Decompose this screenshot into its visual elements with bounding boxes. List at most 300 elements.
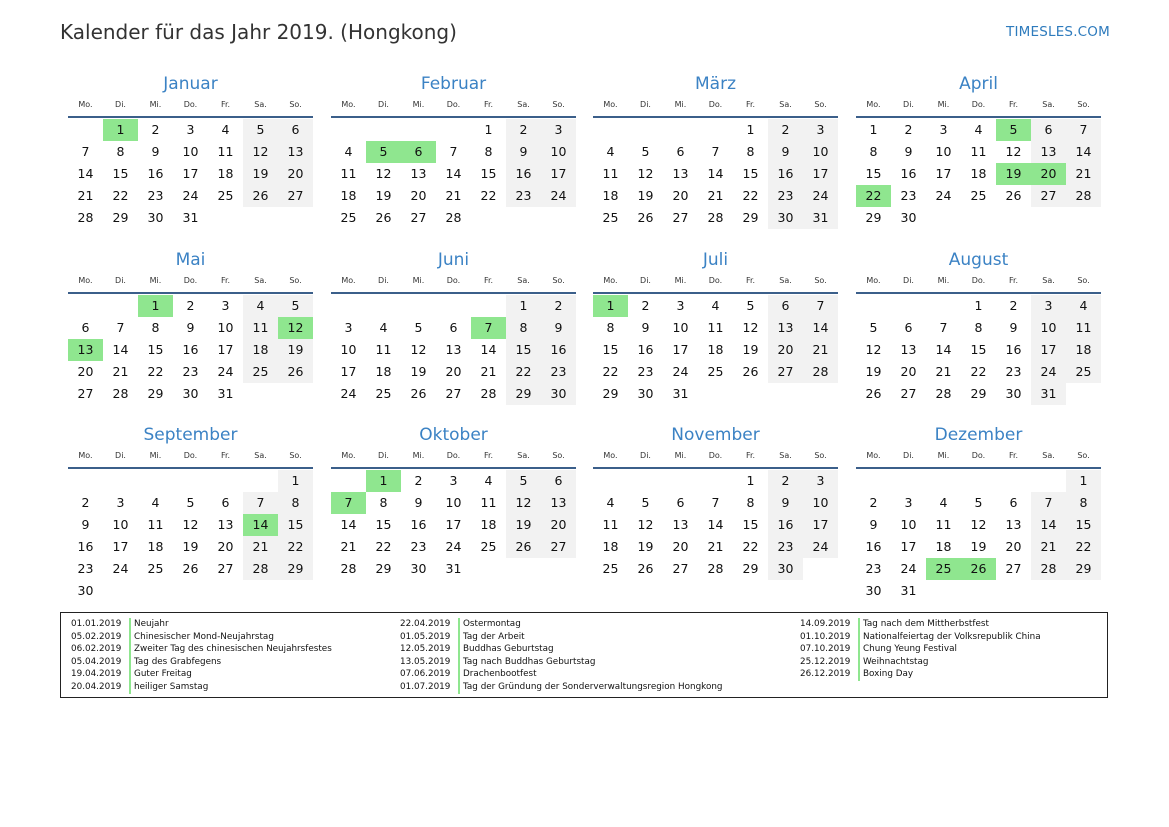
empty-day-cell bbox=[733, 383, 768, 405]
day-cell: 7 bbox=[471, 317, 506, 339]
weekday-label: Do. bbox=[971, 451, 986, 460]
empty-day-cell bbox=[1066, 207, 1101, 229]
day-cell: 10 bbox=[803, 141, 838, 163]
month-9 bbox=[68, 424, 313, 602]
day-cell: 2 bbox=[186, 298, 195, 313]
day-cell: 11 bbox=[970, 144, 987, 159]
day-cell: 19 bbox=[278, 339, 313, 361]
day-cell: 26 bbox=[375, 210, 392, 225]
month-1 bbox=[68, 73, 313, 229]
legend-item bbox=[800, 668, 1041, 681]
week-row bbox=[593, 141, 838, 163]
day-cell: 31 bbox=[803, 207, 838, 229]
month-divider bbox=[593, 116, 838, 118]
weekday-label: So. bbox=[1077, 100, 1090, 109]
legend-item bbox=[400, 656, 723, 669]
day-cell: 10 bbox=[803, 492, 838, 514]
day-cell: 19 bbox=[375, 188, 392, 203]
empty-day-cell bbox=[996, 470, 1031, 492]
day-cell: 5 bbox=[869, 320, 878, 335]
weekday-header bbox=[856, 448, 1101, 464]
day-cell: 29 bbox=[375, 561, 392, 576]
empty-day-cell bbox=[506, 207, 541, 229]
month-name: Dezember bbox=[934, 425, 1023, 445]
legend-date: 05.02.2019 bbox=[71, 631, 131, 644]
day-cell: 20 bbox=[900, 364, 917, 379]
day-cell: 29 bbox=[602, 386, 619, 401]
day-cell: 20 bbox=[672, 188, 689, 203]
day-cell: 1 bbox=[746, 473, 755, 488]
weekday-label: Sa. bbox=[779, 276, 792, 285]
day-cell: 17 bbox=[217, 342, 234, 357]
day-cell: 24 bbox=[541, 185, 576, 207]
day-cell: 19 bbox=[243, 163, 278, 185]
empty-day-cell bbox=[103, 470, 138, 492]
day-cell: 11 bbox=[217, 144, 234, 159]
day-cell: 22 bbox=[1066, 536, 1101, 558]
weekday-label: Di. bbox=[903, 451, 914, 460]
day-cell: 1 bbox=[138, 295, 173, 317]
day-cell: 25 bbox=[926, 558, 961, 580]
legend-item bbox=[400, 643, 723, 656]
day-cell: 22 bbox=[742, 188, 759, 203]
week-row bbox=[593, 514, 838, 536]
day-cell: 28 bbox=[1066, 185, 1101, 207]
day-cell: 1 bbox=[869, 122, 878, 137]
day-cell: 12 bbox=[637, 166, 654, 181]
weekday-label: Di. bbox=[640, 451, 651, 460]
day-cell: 30 bbox=[147, 210, 164, 225]
day-cell: 21 bbox=[112, 364, 129, 379]
day-cell: 26 bbox=[865, 386, 882, 401]
day-cell: 28 bbox=[1031, 558, 1066, 580]
weekday-label: So. bbox=[289, 451, 302, 460]
day-cell: 5 bbox=[186, 495, 195, 510]
legend-date: 05.04.2019 bbox=[71, 656, 131, 669]
weekday-label: Sa. bbox=[1042, 100, 1055, 109]
week-row bbox=[593, 383, 838, 405]
week-row bbox=[593, 185, 838, 207]
day-cell: 13 bbox=[410, 166, 427, 181]
month-6 bbox=[331, 249, 576, 405]
month-divider bbox=[856, 116, 1101, 118]
day-cell: 1 bbox=[1066, 470, 1101, 492]
day-cell: 16 bbox=[541, 339, 576, 361]
day-cell: 11 bbox=[1066, 317, 1101, 339]
day-cell: 22 bbox=[856, 185, 891, 207]
day-cell: 7 bbox=[803, 295, 838, 317]
day-cell: 26 bbox=[182, 561, 199, 576]
weekday-label: Mo. bbox=[603, 451, 618, 460]
weekday-label: Mo. bbox=[341, 100, 356, 109]
empty-day-cell bbox=[698, 383, 733, 405]
weekday-label: Do. bbox=[446, 276, 461, 285]
empty-day-cell bbox=[366, 119, 401, 141]
day-cell: 20 bbox=[768, 339, 803, 361]
day-cell: 7 bbox=[1031, 492, 1066, 514]
week-row bbox=[68, 163, 313, 185]
legend-date: 19.04.2019 bbox=[71, 668, 131, 681]
empty-day-cell bbox=[1031, 580, 1066, 602]
day-cell: 9 bbox=[641, 320, 650, 335]
day-cell: 10 bbox=[445, 495, 462, 510]
day-cell: 20 bbox=[278, 163, 313, 185]
weekday-header bbox=[331, 273, 576, 289]
day-cell: 3 bbox=[803, 119, 838, 141]
legend-item bbox=[71, 681, 332, 694]
weekday-label: Mi. bbox=[674, 276, 687, 285]
legend-column-3 bbox=[800, 618, 1041, 681]
legend-item bbox=[800, 631, 1041, 644]
day-cell: 7 bbox=[1066, 119, 1101, 141]
day-cell: 15 bbox=[480, 166, 497, 181]
day-cell: 14 bbox=[77, 166, 94, 181]
day-cell: 11 bbox=[602, 517, 619, 532]
empty-day-cell bbox=[506, 558, 541, 580]
weekday-label: Fr. bbox=[220, 451, 231, 460]
week-row bbox=[331, 558, 576, 580]
empty-day-cell bbox=[173, 580, 208, 602]
day-cell: 12 bbox=[375, 166, 392, 181]
empty-day-cell bbox=[208, 207, 243, 229]
weekday-header bbox=[68, 97, 313, 113]
month-divider bbox=[68, 116, 313, 118]
month-name: Oktober bbox=[419, 425, 488, 445]
day-cell: 16 bbox=[900, 166, 917, 181]
day-cell: 10 bbox=[340, 342, 357, 357]
weekday-label: Di. bbox=[378, 100, 389, 109]
week-row bbox=[331, 470, 576, 492]
empty-day-cell bbox=[856, 470, 891, 492]
day-cell: 19 bbox=[742, 342, 759, 357]
day-cell: 16 bbox=[147, 166, 164, 181]
empty-day-cell bbox=[1066, 580, 1101, 602]
day-cell: 5 bbox=[243, 119, 278, 141]
day-cell: 9 bbox=[151, 144, 160, 159]
legend-holiday-name: Nationalfeiertag der Volksrepublik China bbox=[863, 631, 1041, 642]
day-cell: 2 bbox=[904, 122, 913, 137]
legend-date: 01.01.2019 bbox=[71, 618, 131, 631]
day-cell: 6 bbox=[676, 495, 685, 510]
day-cell: 22 bbox=[147, 364, 164, 379]
empty-day-cell bbox=[996, 207, 1031, 229]
day-cell: 15 bbox=[742, 166, 759, 181]
day-cell: 20 bbox=[77, 364, 94, 379]
day-cell: 15 bbox=[375, 517, 392, 532]
week-row bbox=[68, 339, 313, 361]
day-cell: 7 bbox=[711, 144, 720, 159]
day-cell: 2 bbox=[1009, 298, 1018, 313]
weekday-label: Di. bbox=[640, 276, 651, 285]
weekday-label: Do. bbox=[708, 451, 723, 460]
week-row bbox=[331, 207, 576, 229]
week-row bbox=[331, 339, 576, 361]
weekday-label: Do. bbox=[708, 276, 723, 285]
day-cell: 26 bbox=[637, 210, 654, 225]
weekday-label: Fr. bbox=[483, 451, 494, 460]
weekday-label: Fr. bbox=[1008, 276, 1019, 285]
day-cell: 27 bbox=[1005, 561, 1022, 576]
day-cell: 16 bbox=[637, 342, 654, 357]
day-cell: 12 bbox=[865, 342, 882, 357]
day-cell: 22 bbox=[742, 539, 759, 554]
empty-day-cell bbox=[278, 383, 313, 405]
day-cell: 8 bbox=[1066, 492, 1101, 514]
day-cell: 2 bbox=[768, 119, 803, 141]
day-cell: 24 bbox=[803, 185, 838, 207]
day-cell: 27 bbox=[445, 386, 462, 401]
day-cell: 23 bbox=[506, 185, 541, 207]
day-cell: 1 bbox=[746, 122, 755, 137]
week-row bbox=[593, 361, 838, 383]
day-cell: 2 bbox=[541, 295, 576, 317]
empty-day-cell bbox=[243, 383, 278, 405]
weekday-label: Fr. bbox=[483, 100, 494, 109]
month-10 bbox=[331, 424, 576, 580]
day-cell: 26 bbox=[243, 185, 278, 207]
weekday-label: Mi. bbox=[149, 100, 162, 109]
day-cell: 30 bbox=[768, 207, 803, 229]
day-cell: 6 bbox=[1009, 495, 1018, 510]
legend-holiday-name: heiliger Samstag bbox=[134, 681, 209, 692]
day-cell: 28 bbox=[340, 561, 357, 576]
empty-day-cell bbox=[961, 207, 996, 229]
empty-day-cell bbox=[628, 119, 663, 141]
day-cell: 24 bbox=[803, 536, 838, 558]
day-cell: 4 bbox=[1066, 295, 1101, 317]
day-cell: 14 bbox=[803, 317, 838, 339]
legend-holiday-name: Guter Freitag bbox=[134, 669, 192, 680]
day-cell: 6 bbox=[904, 320, 913, 335]
weekday-label: Mo. bbox=[341, 451, 356, 460]
day-cell: 11 bbox=[243, 317, 278, 339]
empty-day-cell bbox=[663, 119, 698, 141]
empty-day-cell bbox=[628, 470, 663, 492]
day-cell: 24 bbox=[217, 364, 234, 379]
weekday-label: So. bbox=[1077, 451, 1090, 460]
day-cell: 14 bbox=[445, 166, 462, 181]
day-cell: 9 bbox=[506, 141, 541, 163]
day-cell: 17 bbox=[182, 166, 199, 181]
week-row bbox=[331, 514, 576, 536]
month-divider bbox=[331, 292, 576, 294]
week-row bbox=[68, 317, 313, 339]
legend-item bbox=[400, 681, 723, 694]
day-cell: 15 bbox=[147, 342, 164, 357]
day-cell: 25 bbox=[1066, 361, 1101, 383]
week-row bbox=[856, 383, 1101, 405]
day-cell: 3 bbox=[803, 470, 838, 492]
week-row bbox=[68, 470, 313, 492]
day-cell: 29 bbox=[147, 386, 164, 401]
month-divider bbox=[68, 292, 313, 294]
empty-day-cell bbox=[331, 470, 366, 492]
month-divider bbox=[593, 292, 838, 294]
week-row bbox=[593, 558, 838, 580]
weekday-label: Fr. bbox=[745, 100, 756, 109]
empty-day-cell bbox=[856, 295, 891, 317]
day-cell: 28 bbox=[803, 361, 838, 383]
month-name: September bbox=[143, 425, 238, 445]
day-cell: 4 bbox=[484, 473, 493, 488]
empty-day-cell bbox=[243, 580, 278, 602]
weekday-label: Fr. bbox=[745, 276, 756, 285]
empty-day-cell bbox=[471, 295, 506, 317]
day-cell: 6 bbox=[541, 470, 576, 492]
weekday-label: Mi. bbox=[149, 451, 162, 460]
day-cell: 2 bbox=[81, 495, 90, 510]
weekday-label: Mo. bbox=[78, 276, 93, 285]
day-cell: 6 bbox=[278, 119, 313, 141]
day-cell: 3 bbox=[221, 298, 230, 313]
day-cell: 27 bbox=[1031, 185, 1066, 207]
day-cell: 8 bbox=[746, 495, 755, 510]
day-cell: 29 bbox=[865, 210, 882, 225]
day-cell: 4 bbox=[151, 495, 160, 510]
week-row bbox=[856, 185, 1101, 207]
day-cell: 29 bbox=[742, 561, 759, 576]
day-cell: 7 bbox=[81, 144, 90, 159]
empty-day-cell bbox=[103, 580, 138, 602]
weekday-label: Do. bbox=[708, 100, 723, 109]
day-cell: 13 bbox=[768, 317, 803, 339]
day-cell: 21 bbox=[77, 188, 94, 203]
empty-day-cell bbox=[926, 295, 961, 317]
week-row bbox=[331, 295, 576, 317]
day-cell: 17 bbox=[900, 539, 917, 554]
empty-day-cell bbox=[891, 470, 926, 492]
legend-holiday-name: Buddhas Geburtstag bbox=[463, 644, 554, 655]
day-cell: 25 bbox=[970, 188, 987, 203]
week-row bbox=[856, 119, 1101, 141]
day-cell: 9 bbox=[186, 320, 195, 335]
day-cell: 20 bbox=[217, 539, 234, 554]
day-cell: 5 bbox=[506, 470, 541, 492]
day-cell: 11 bbox=[707, 320, 724, 335]
day-cell: 4 bbox=[606, 144, 615, 159]
day-cell: 8 bbox=[278, 492, 313, 514]
day-cell: 21 bbox=[935, 364, 952, 379]
day-cell: 29 bbox=[742, 210, 759, 225]
day-cell: 23 bbox=[541, 361, 576, 383]
day-cell: 22 bbox=[375, 539, 392, 554]
day-cell: 4 bbox=[221, 122, 230, 137]
day-cell: 28 bbox=[112, 386, 129, 401]
legend-column-1 bbox=[71, 618, 332, 694]
legend-holiday-name: Neujahr bbox=[134, 619, 169, 629]
empty-day-cell bbox=[68, 295, 103, 317]
empty-day-cell bbox=[243, 207, 278, 229]
day-cell: 19 bbox=[996, 163, 1031, 185]
weekday-label: Sa. bbox=[779, 100, 792, 109]
week-row bbox=[331, 383, 576, 405]
weekday-label: Do. bbox=[183, 100, 198, 109]
legend-date: 01.10.2019 bbox=[800, 631, 860, 644]
day-cell: 12 bbox=[182, 517, 199, 532]
weekday-label: Sa. bbox=[517, 100, 530, 109]
legend-holiday-name: Tag des Grabfegens bbox=[134, 656, 222, 667]
month-divider bbox=[856, 467, 1101, 469]
day-cell: 26 bbox=[278, 361, 313, 383]
day-cell: 12 bbox=[742, 320, 759, 335]
day-cell: 24 bbox=[182, 188, 199, 203]
day-cell: 9 bbox=[768, 492, 803, 514]
day-cell: 9 bbox=[768, 141, 803, 163]
day-cell: 5 bbox=[641, 495, 650, 510]
day-cell: 23 bbox=[147, 188, 164, 203]
empty-day-cell bbox=[996, 580, 1031, 602]
holiday-legend bbox=[60, 612, 1108, 698]
day-cell: 12 bbox=[1005, 144, 1022, 159]
weekday-label: Mi. bbox=[937, 451, 950, 460]
weekday-label: Fr. bbox=[220, 276, 231, 285]
day-cell: 4 bbox=[606, 495, 615, 510]
empty-day-cell bbox=[1066, 383, 1101, 405]
day-cell: 19 bbox=[865, 364, 882, 379]
day-cell: 16 bbox=[410, 517, 427, 532]
day-cell: 8 bbox=[746, 144, 755, 159]
day-cell: 14 bbox=[340, 517, 357, 532]
empty-day-cell bbox=[138, 580, 173, 602]
day-cell: 18 bbox=[970, 166, 987, 181]
week-row bbox=[856, 317, 1101, 339]
month-8 bbox=[856, 249, 1101, 405]
empty-day-cell bbox=[173, 470, 208, 492]
legend-item bbox=[800, 618, 1041, 631]
weekday-label: Sa. bbox=[1042, 451, 1055, 460]
day-cell: 16 bbox=[1005, 342, 1022, 357]
day-cell: 8 bbox=[974, 320, 983, 335]
day-cell: 28 bbox=[480, 386, 497, 401]
weekday-label: Sa. bbox=[517, 451, 530, 460]
day-cell: 17 bbox=[672, 342, 689, 357]
month-4 bbox=[856, 73, 1101, 229]
day-cell: 24 bbox=[340, 386, 357, 401]
day-cell: 2 bbox=[506, 119, 541, 141]
day-cell: 12 bbox=[278, 317, 313, 339]
day-cell: 16 bbox=[768, 163, 803, 185]
legend-item bbox=[71, 668, 332, 681]
month-2 bbox=[331, 73, 576, 229]
day-cell: 21 bbox=[340, 539, 357, 554]
week-row bbox=[856, 361, 1101, 383]
empty-day-cell bbox=[541, 558, 576, 580]
day-cell: 28 bbox=[707, 210, 724, 225]
month-5 bbox=[68, 249, 313, 405]
month-name: November bbox=[671, 425, 760, 445]
empty-day-cell bbox=[68, 119, 103, 141]
legend-item bbox=[71, 643, 332, 656]
day-cell: 29 bbox=[278, 558, 313, 580]
day-cell: 6 bbox=[221, 495, 230, 510]
weekday-label: Sa. bbox=[1042, 276, 1055, 285]
day-cell: 21 bbox=[707, 539, 724, 554]
day-cell: 25 bbox=[147, 561, 164, 576]
weekday-label: Mi. bbox=[937, 276, 950, 285]
brand-link[interactable]: TIMESLES.COM bbox=[1006, 24, 1110, 40]
week-row bbox=[68, 207, 313, 229]
weekday-label: Do. bbox=[446, 100, 461, 109]
day-cell: 30 bbox=[77, 583, 94, 598]
empty-day-cell bbox=[961, 470, 996, 492]
day-cell: 17 bbox=[935, 166, 952, 181]
week-row bbox=[593, 492, 838, 514]
legend-item bbox=[71, 631, 332, 644]
day-cell: 20 bbox=[541, 514, 576, 536]
day-cell: 22 bbox=[278, 536, 313, 558]
day-cell: 27 bbox=[217, 561, 234, 576]
day-cell: 19 bbox=[637, 539, 654, 554]
